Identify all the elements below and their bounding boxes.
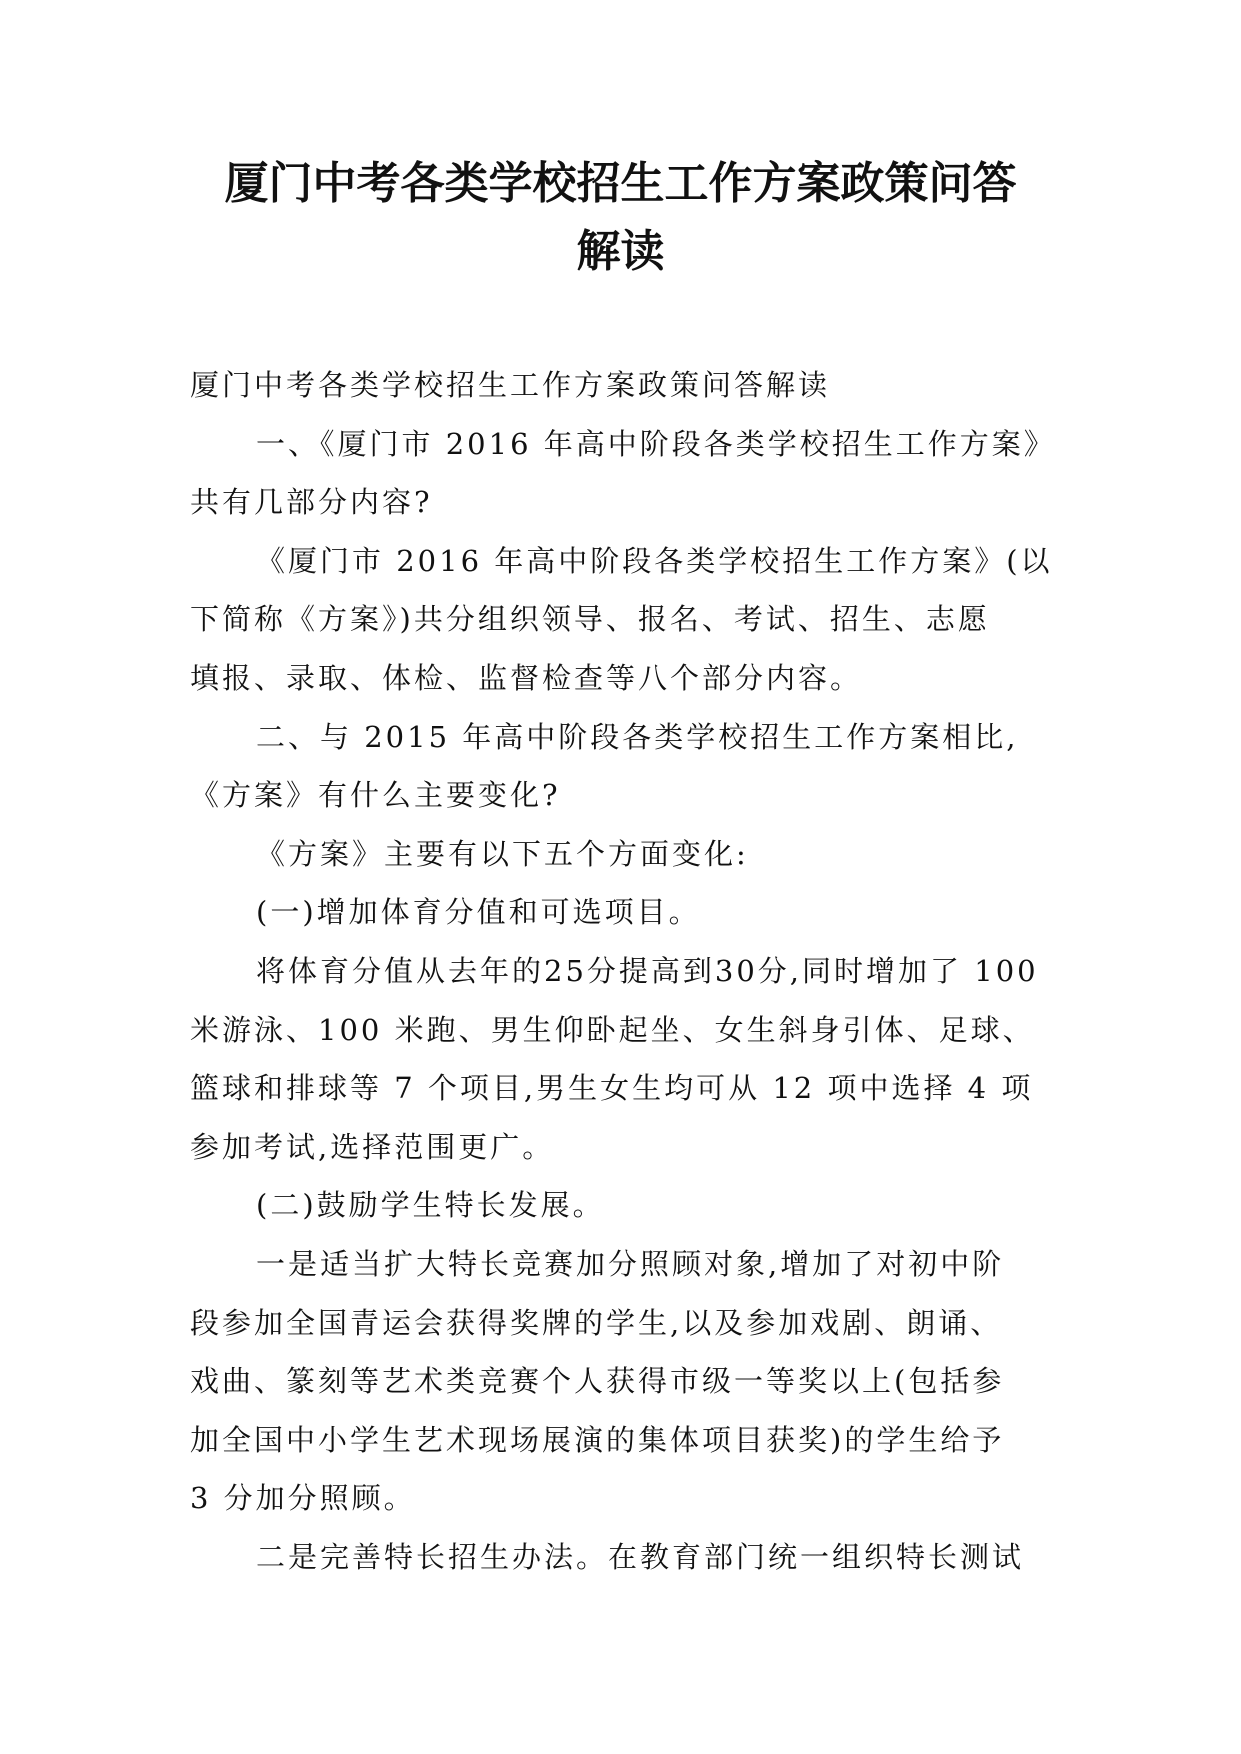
body-line: 《厦门市 2016 年高中阶段各类学校招生工作方案》(以 [256, 543, 1053, 578]
body-line: 一是适当扩大特长竞赛加分照顾对象,增加了对初中阶 [256, 1246, 1005, 1281]
body-line: 加全国中小学生艺术现场展演的集体项目获奖)的学生给予 [190, 1422, 1005, 1457]
body-line: 参加考试,选择范围更广。 [190, 1129, 555, 1164]
body-line: 填报、录取、体检、监督检查等八个部分内容。 [190, 660, 863, 695]
body-line: (一)增加体育分值和可选项目。 [256, 895, 701, 930]
body-line: (二)鼓励学生特长发展。 [256, 1188, 605, 1223]
document-title [150, 150, 1091, 286]
body-line: 戏曲、篆刻等艺术类竞赛个人获得市级一等奖以上(包括参 [190, 1364, 1005, 1399]
body-line: 篮球和排球等 7 个项目,男生女生均可从 12 项中选择 4 项 [190, 1071, 1034, 1106]
body-line: 一、《厦门市 2016 年高中阶段各类学校招生工作方案》 [256, 426, 1056, 461]
document-body [190, 356, 1060, 1586]
body-line: 米游泳、100 米跑、男生仰卧起坐、女生斜身引体、足球、 [190, 1012, 1035, 1047]
body-line: 下简称《方案》)共分组织领导、报名、考试、招生、志愿 [190, 602, 990, 637]
body-line: 二是完善特长招生办法。在教育部门统一组织特长测试 [256, 1539, 1025, 1574]
body-line: 3 分加分照顾。 [190, 1481, 416, 1516]
title-line-2: 解读 [576, 226, 665, 277]
body-line: 段参加全国青运会获得奖牌的学生,以及参加戏剧、朗诵、 [190, 1305, 1003, 1340]
body-line: 二、与 2015 年高中阶段各类学校招生工作方案相比, [256, 719, 1019, 754]
body-line: 共有几部分内容? [190, 485, 433, 520]
body-line: 《方案》主要有以下五个方面变化: [256, 836, 749, 871]
title-line-1: 厦门中考各类学校招生工作方案政策问答 [224, 158, 1017, 209]
body-line: 《方案》有什么主要变化? [190, 778, 561, 813]
body-line: 厦门中考各类学校招生工作方案政策问答解读 [190, 368, 831, 402]
body-line: 将体育分值从去年的25分提高到30分,同时增加了 100 [256, 953, 1039, 988]
